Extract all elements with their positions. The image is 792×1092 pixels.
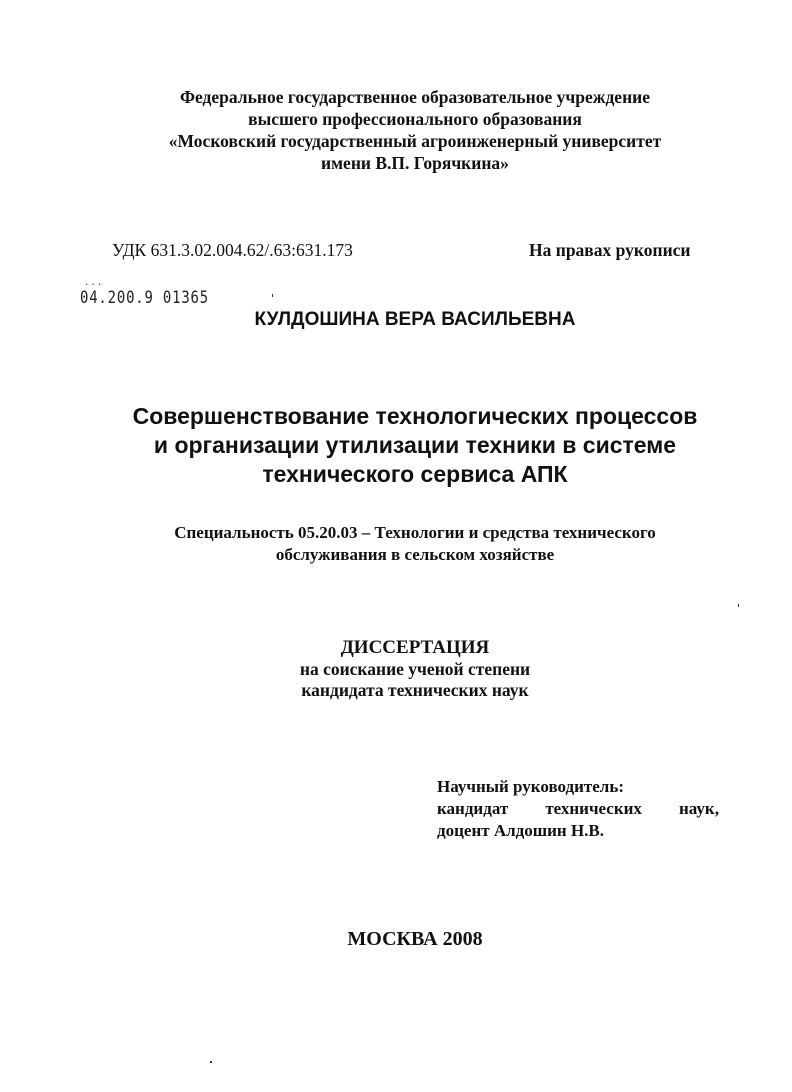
dissertation-block bbox=[200, 636, 630, 701]
title-line: и организации утилизации техники в системе bbox=[153, 432, 677, 458]
degree-line: на соискание ученой степени bbox=[299, 659, 531, 679]
institution-line: имени В.П. Горячкина» bbox=[321, 153, 509, 173]
specialty-line: Специальность 05.20.03 – Технологии и средства технического bbox=[174, 523, 656, 542]
supervisor-degree-word: кандидат bbox=[437, 799, 509, 818]
specialty bbox=[100, 522, 730, 566]
supervisor-degree bbox=[437, 798, 719, 820]
institution-line: «Московский государственный агроинженерный университет bbox=[168, 131, 662, 151]
specialty-line: обслуживания в сельском хозяйстве bbox=[275, 545, 555, 564]
city-year: МОСКВА 2008 bbox=[347, 928, 483, 950]
institution-line: Федеральное государственное образовательное учреждение bbox=[179, 87, 651, 107]
degree-line: кандидата технических наук bbox=[301, 680, 529, 700]
rights-notice: На правах рукописи bbox=[529, 240, 691, 260]
scan-speck bbox=[738, 604, 739, 607]
document-type: ДИССЕРТАЦИЯ bbox=[340, 637, 490, 658]
supervisor-name: доцент Алдошин Н.В. bbox=[437, 821, 605, 840]
scan-speck bbox=[210, 1061, 212, 1063]
author-name: КУЛДОШИНА ВЕРА ВАСИЛЬЕВНА bbox=[254, 309, 576, 330]
stamp-dots: ... bbox=[84, 278, 104, 288]
library-stamp-number: 04.200.9 01365 bbox=[80, 288, 209, 308]
title-line: технического сервиса АПК bbox=[262, 461, 568, 487]
scan-speck bbox=[272, 294, 273, 297]
supervisor-block bbox=[437, 776, 719, 842]
institution-header bbox=[100, 86, 730, 174]
supervisor-degree-word: наук, bbox=[679, 799, 719, 818]
supervisor-label: Научный руководитель: bbox=[437, 777, 624, 796]
dissertation-title bbox=[90, 402, 740, 489]
title-line: Совершенствование технологических процессов bbox=[132, 403, 698, 429]
institution-line: высшего профессионального образования bbox=[248, 109, 582, 129]
udk-code: УДК 631.3.02.004.62/.63:631.173 bbox=[112, 240, 353, 260]
supervisor-degree-word: технических bbox=[545, 799, 642, 818]
